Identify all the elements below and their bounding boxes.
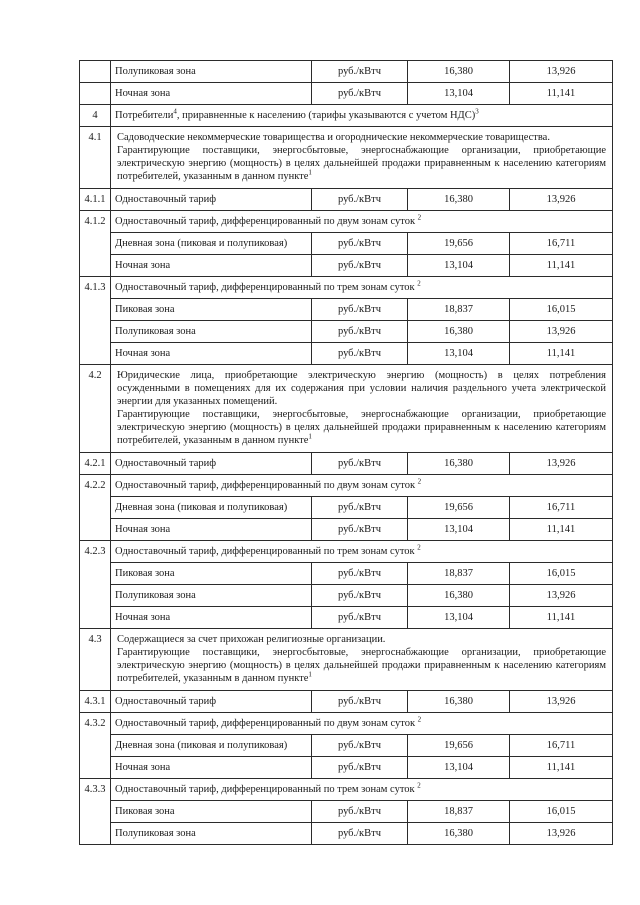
zone-name: Ночная зона: [111, 83, 312, 105]
value-cell: 16,380: [408, 453, 510, 475]
value-cell: 13,104: [408, 343, 510, 365]
table-row: [80, 735, 613, 757]
value-cell: 18,837: [408, 299, 510, 321]
subsection-title: Одноставочный тариф, дифференцированный по трем зонам суток $^2$: [111, 779, 613, 801]
unit-cell: руб./кВтч: [312, 189, 408, 211]
zone-name: Ночная зона: [111, 343, 312, 365]
zone-name: Полупиковая зона: [111, 823, 312, 845]
row-number: 4: [80, 105, 111, 127]
value-cell: 19,656: [408, 735, 510, 757]
unit-cell: руб./кВтч: [312, 563, 408, 585]
unit-cell: руб./кВтч: [312, 453, 408, 475]
zone-name: Дневная зона (пиковая и полупиковая): [111, 233, 312, 255]
zone-name: Пиковая зона: [111, 563, 312, 585]
unit-cell: руб./кВтч: [312, 497, 408, 519]
unit-cell: руб./кВтч: [312, 343, 408, 365]
unit-cell: руб./кВтч: [312, 299, 408, 321]
value-cell: 16,380: [408, 321, 510, 343]
unit-cell: руб./кВтч: [312, 255, 408, 277]
value-cell: 13,926: [510, 823, 613, 845]
section-row: [80, 127, 613, 189]
table-row: [80, 453, 613, 475]
value-cell: 19,656: [408, 233, 510, 255]
value-cell: 13,104: [408, 83, 510, 105]
table-row: [80, 189, 613, 211]
unit-cell: руб./кВтч: [312, 83, 408, 105]
value-cell: 16,015: [510, 801, 613, 823]
row-number: 4.2.2: [80, 475, 111, 541]
value-cell: 16,380: [408, 585, 510, 607]
table-row: [80, 497, 613, 519]
unit-cell: руб./кВтч: [312, 757, 408, 779]
row-number: 4.1: [80, 127, 111, 189]
value-cell: 11,141: [510, 255, 613, 277]
value-cell: 11,141: [510, 519, 613, 541]
table-row: [80, 61, 613, 83]
row-number: 4.3: [80, 629, 111, 691]
zone-name: Дневная зона (пиковая и полупиковая): [111, 735, 312, 757]
value-cell: 13,104: [408, 255, 510, 277]
unit-cell: руб./кВтч: [312, 801, 408, 823]
zone-name: Ночная зона: [111, 757, 312, 779]
table-row: [80, 585, 613, 607]
tariff-table: [79, 60, 613, 845]
table-row: [80, 343, 613, 365]
section-description: Юридические лица, приобретающие электрическую энергию (мощность) в целях потребления осужденными в помещениях для их содержания при условии наличия раздельного учета электрической энергии для указанных помещений. Гарантирующие поставщики, энергосбытовые, энергоснабжающие организации, приобретающие электрическую энергию (мощность) в целях дальнейшей продажи приравненным к населению категориям потребителей, указанным в данном пункте$^1$: [111, 365, 613, 453]
unit-cell: руб./кВтч: [312, 735, 408, 757]
value-cell: 13,926: [510, 585, 613, 607]
unit-cell: руб./кВтч: [312, 585, 408, 607]
table-row: [80, 299, 613, 321]
value-cell: 11,141: [510, 343, 613, 365]
zone-name: Полупиковая зона: [111, 321, 312, 343]
table-row: [80, 83, 613, 105]
row-number: [80, 61, 111, 83]
value-cell: 13,104: [408, 607, 510, 629]
subsection-row: [80, 475, 613, 497]
row-number: 4.1.3: [80, 277, 111, 365]
row-number: [80, 83, 111, 105]
value-cell: 16,380: [408, 823, 510, 845]
row-number: 4.3.2: [80, 713, 111, 779]
value-cell: 19,656: [408, 497, 510, 519]
value-cell: 13,104: [408, 757, 510, 779]
table-row: [80, 607, 613, 629]
section-row: [80, 365, 613, 453]
value-cell: 18,837: [408, 801, 510, 823]
subsection-row: [80, 277, 613, 299]
table-row: [80, 823, 613, 845]
value-cell: 16,015: [510, 563, 613, 585]
unit-cell: руб./кВтч: [312, 823, 408, 845]
subsection-title: Одноставочный тариф, дифференцированный по двум зонам суток $^2$: [111, 713, 613, 735]
section-title: Потребители$^4$, приравненные к населению (тарифы указываются с учетом НДС)$^3$: [111, 105, 613, 127]
table-row: [80, 321, 613, 343]
unit-cell: руб./кВтч: [312, 233, 408, 255]
value-cell: 13,926: [510, 453, 613, 475]
value-cell: 13,926: [510, 691, 613, 713]
value-cell: 16,380: [408, 189, 510, 211]
section-description: Садоводческие некоммерческие товарищества и огороднические некоммерческие товарищества. Гарантирующие поставщики, энергосбытовые, энергоснабжающие организации, приобретающие электрическую энергию (мощность) в целях дальнейшей продажи приравненным к населению категориям потребителей, указанным в данном пункте$^1$: [111, 127, 613, 189]
zone-name: Дневная зона (пиковая и полупиковая): [111, 497, 312, 519]
zone-name: Пиковая зона: [111, 299, 312, 321]
table-row: [80, 519, 613, 541]
unit-cell: руб./кВтч: [312, 519, 408, 541]
value-cell: 11,141: [510, 757, 613, 779]
subsection-row: [80, 779, 613, 801]
value-cell: 16,711: [510, 735, 613, 757]
value-cell: 16,711: [510, 497, 613, 519]
row-number: 4.1.2: [80, 211, 111, 277]
value-cell: 16,711: [510, 233, 613, 255]
zone-name: Полупиковая зона: [111, 61, 312, 83]
value-cell: 18,837: [408, 563, 510, 585]
value-cell: 16,015: [510, 299, 613, 321]
subsection-row: [80, 541, 613, 563]
table-row: [80, 757, 613, 779]
tariff-name: Одноставочный тариф: [111, 691, 312, 713]
zone-name: Ночная зона: [111, 255, 312, 277]
table-row: [80, 233, 613, 255]
zone-name: Полупиковая зона: [111, 585, 312, 607]
value-cell: 13,926: [510, 189, 613, 211]
subsection-title: Одноставочный тариф, дифференцированный по трем зонам суток $^2$: [111, 277, 613, 299]
subsection-title: Одноставочный тариф, дифференцированный по двум зонам суток $^2$: [111, 475, 613, 497]
row-number: 4.2.3: [80, 541, 111, 629]
row-number: 4.2: [80, 365, 111, 453]
value-cell: 13,104: [408, 519, 510, 541]
zone-name: Ночная зона: [111, 519, 312, 541]
value-cell: 16,380: [408, 691, 510, 713]
section-description: Содержащиеся за счет прихожан религиозные организации. Гарантирующие поставщики, энергосбытовые, энергоснабжающие организации, приобретающие электрическую энергию (мощность) в целях дальнейшей продажи приравненным к населению категориям потребителей, указанным в данном пункте$^1$: [111, 629, 613, 691]
table-row: [80, 255, 613, 277]
value-cell: 11,141: [510, 607, 613, 629]
table-row: [80, 801, 613, 823]
value-cell: 16,380: [408, 61, 510, 83]
subsection-row: [80, 211, 613, 233]
zone-name: Пиковая зона: [111, 801, 312, 823]
tariff-name: Одноставочный тариф: [111, 453, 312, 475]
zone-name: Ночная зона: [111, 607, 312, 629]
subsection-title: Одноставочный тариф, дифференцированный по двум зонам суток $^2$: [111, 211, 613, 233]
subsection-row: [80, 713, 613, 735]
unit-cell: руб./кВтч: [312, 321, 408, 343]
row-number: 4.3.3: [80, 779, 111, 845]
tariff-document: [79, 60, 612, 845]
unit-cell: руб./кВтч: [312, 691, 408, 713]
section-row: [80, 105, 613, 127]
table-row: [80, 691, 613, 713]
value-cell: 13,926: [510, 321, 613, 343]
row-number: 4.1.1: [80, 189, 111, 211]
row-number: 4.2.1: [80, 453, 111, 475]
row-number: 4.3.1: [80, 691, 111, 713]
subsection-title: Одноставочный тариф, дифференцированный по трем зонам суток $^2$: [111, 541, 613, 563]
value-cell: 13,926: [510, 61, 613, 83]
section-row: [80, 629, 613, 691]
unit-cell: руб./кВтч: [312, 61, 408, 83]
tariff-name: Одноставочный тариф: [111, 189, 312, 211]
table-row: [80, 563, 613, 585]
value-cell: 11,141: [510, 83, 613, 105]
unit-cell: руб./кВтч: [312, 607, 408, 629]
